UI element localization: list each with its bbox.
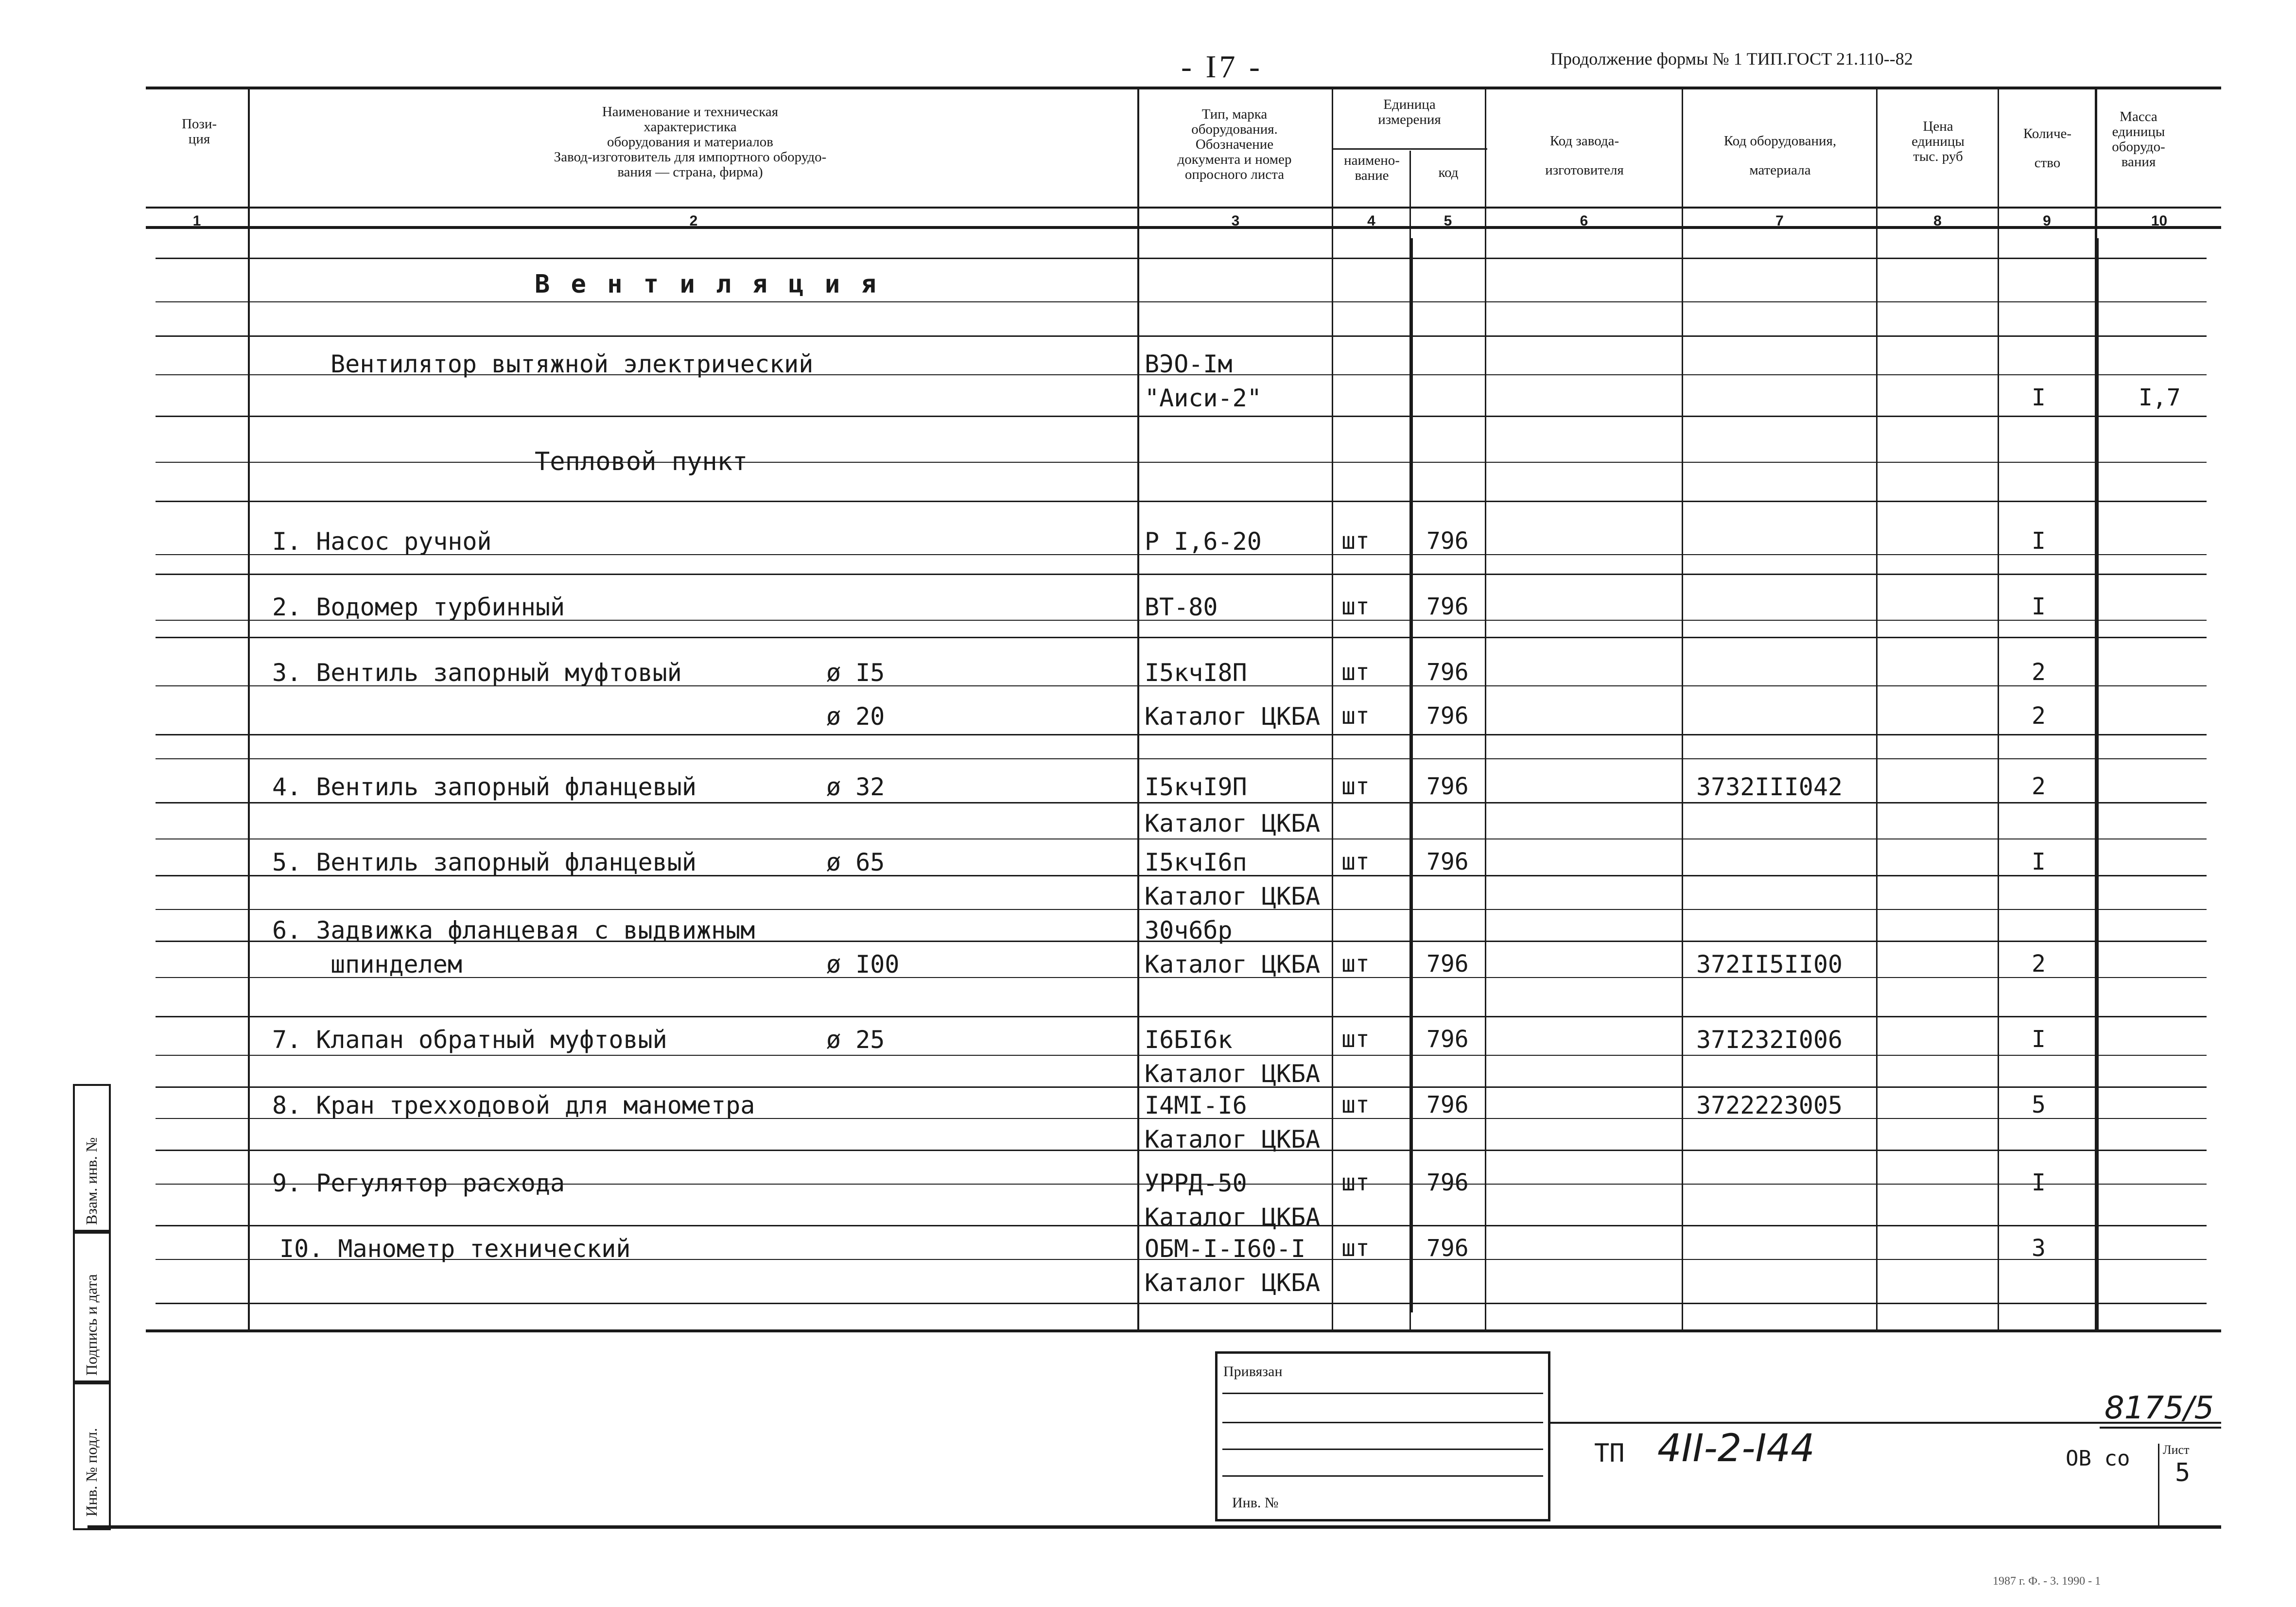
col-num-9: 9 xyxy=(2043,213,2051,229)
stamp-line-3 xyxy=(1222,1449,1543,1450)
cell-qty: 2 xyxy=(2032,950,2046,978)
cell-name: 8. Кран трехходовой для манометра xyxy=(272,1091,755,1119)
col-divider-5 xyxy=(1485,87,1486,1329)
cell-type: Каталог ЦКБА xyxy=(1145,1269,1321,1297)
cell-code: 796 xyxy=(1426,527,1469,555)
col-divider-7 xyxy=(1876,87,1878,1329)
set-code: ОВ со xyxy=(2066,1446,2130,1471)
cell-unit: шт xyxy=(1341,1026,1370,1053)
row-rule xyxy=(156,462,2207,463)
cell-unit: шт xyxy=(1341,848,1370,875)
row-rule xyxy=(156,838,2207,839)
col-num-3: 3 xyxy=(1231,213,1240,229)
col-header-7: Код оборудования, материала xyxy=(1723,133,1837,178)
col-header-6: Код завода- изготовителя xyxy=(1545,133,1624,178)
col-divider-8 xyxy=(1998,87,1999,1329)
row-rule xyxy=(156,802,2207,804)
header-divider xyxy=(146,207,2221,209)
footer-print: 1987 г. Ф. - 3. 1990 - 1 xyxy=(1993,1575,2101,1588)
cell-type: Каталог ЦКБА xyxy=(1145,1203,1321,1231)
cell-type: УРРД-50 xyxy=(1145,1169,1247,1197)
cell-type: Каталог ЦКБА xyxy=(1145,809,1321,838)
col-header-9: Количе- ство xyxy=(2023,126,2072,171)
col-num-1: 1 xyxy=(192,213,201,229)
cell-code: 796 xyxy=(1426,1091,1469,1118)
cell-unit: шт xyxy=(1341,527,1370,555)
section-title-ventilation: В е н т и л я ц и я xyxy=(535,270,879,299)
col-divider-3 xyxy=(1332,87,1333,1329)
row-rule xyxy=(156,758,2207,759)
page-number: - I7 - xyxy=(1181,49,1263,85)
cell-name: 7. Клапан обратный муфтовый xyxy=(272,1026,667,1054)
sheet-divider xyxy=(2158,1444,2159,1526)
row-rule xyxy=(156,734,2207,735)
cell-unit: шт xyxy=(1341,1235,1370,1262)
cell-code: 796 xyxy=(1426,1169,1469,1196)
row-rule xyxy=(156,1016,2207,1017)
cell-type: Каталог ЦКБА xyxy=(1145,1060,1321,1088)
cell-equip-code: 3722223005 xyxy=(1696,1091,1843,1119)
side-label-orig-inv: Инв. № подл. xyxy=(83,1428,100,1517)
cell-qty: 5 xyxy=(2032,1091,2046,1118)
cell-type: I5кчI9П xyxy=(1145,773,1247,801)
col-num-6: 6 xyxy=(1580,213,1588,229)
row-rule xyxy=(156,301,2207,302)
stamp-line-2 xyxy=(1222,1422,1543,1423)
col-header-3: Тип, марка оборудования. Обозначение документа и номер опросного листа xyxy=(1177,106,1292,182)
cell-unit: шт xyxy=(1341,773,1370,800)
cell-qty: 2 xyxy=(2032,773,2046,800)
stamp-bottom-label: Инв. № xyxy=(1232,1495,1279,1511)
cell-unit: шт xyxy=(1341,1091,1370,1118)
row-rule xyxy=(156,637,2207,638)
cell-qty: I xyxy=(2032,593,2046,620)
cell-name: Вентилятор вытяжной электрический xyxy=(330,350,814,378)
col-header-1: Пози- ция xyxy=(181,116,217,147)
cell-qty: I xyxy=(2032,1026,2046,1053)
doc-number: 4II-2-I44 xyxy=(1657,1427,1815,1470)
stamp-top-label: Привязан xyxy=(1223,1363,1283,1380)
cell-name: 6. Задвижка фланцевая с выдвижным xyxy=(272,916,755,944)
section-title-heat-point: Тепловой пункт xyxy=(535,447,748,476)
cell-code: 796 xyxy=(1426,593,1469,620)
col-header-4: наимено- вание xyxy=(1344,153,1400,183)
cell-code: 796 xyxy=(1426,659,1469,686)
row-rule xyxy=(156,1303,2207,1304)
col-num-8: 8 xyxy=(1933,213,1942,229)
cell-diam: ø 20 xyxy=(826,702,885,731)
table-bottom-border xyxy=(146,1329,2221,1332)
cell-type: I4МI-I6 xyxy=(1145,1091,1247,1119)
cell-code: 796 xyxy=(1426,848,1469,875)
cell-type: ВТ-80 xyxy=(1145,593,1218,621)
cell-qty: 2 xyxy=(2032,659,2046,686)
cell-equip-code: 37I232I006 xyxy=(1696,1026,1843,1054)
col-num-5: 5 xyxy=(1444,213,1452,229)
sheet-label: Лист xyxy=(2163,1443,2190,1457)
side-label-signature-date: Подпись и дата xyxy=(83,1274,100,1376)
cell-type: Каталог ЦКБА xyxy=(1145,1125,1321,1153)
cell-unit: шт xyxy=(1341,1169,1370,1196)
row-rule xyxy=(156,574,2207,575)
cell-qty: I xyxy=(2032,848,2046,875)
sheet-bottom-border xyxy=(87,1525,2221,1529)
row-rule xyxy=(156,335,2207,337)
cell-diam: ø I00 xyxy=(826,950,900,978)
cell-type: I5кчI6п xyxy=(1145,848,1247,876)
cell-code: 796 xyxy=(1426,1235,1469,1262)
col-num-2: 2 xyxy=(689,213,698,229)
cell-diam: ø 32 xyxy=(826,773,885,801)
cell-qty: I xyxy=(2032,1169,2046,1196)
cell-name: I. Насос ручной xyxy=(272,527,492,556)
cell-qty: I xyxy=(2032,527,2046,555)
cell-name: 3. Вентиль запорный муфтовый xyxy=(272,659,682,687)
sheet-number: 5 xyxy=(2175,1458,2191,1487)
cell-qty: I xyxy=(2032,384,2046,411)
cell-equip-code: 372II5II00 xyxy=(1696,950,1843,978)
cell-type: "Аиси-2" xyxy=(1145,384,1262,412)
cell-unit: шт xyxy=(1341,593,1370,620)
col-num-4: 4 xyxy=(1367,213,1375,229)
stamp-line-4 xyxy=(1222,1475,1543,1477)
cell-qty: 3 xyxy=(2032,1235,2046,1262)
stamp-line-1 xyxy=(1222,1393,1543,1394)
col-divider-2 xyxy=(1137,87,1139,1329)
row-rule xyxy=(156,258,2207,259)
cell-name: шпинделем xyxy=(330,950,462,978)
cell-type: Р I,6-20 xyxy=(1145,527,1262,556)
cell-type: 30ч6бр xyxy=(1145,916,1233,944)
cell-type: Каталог ЦКБА xyxy=(1145,950,1321,978)
col-num-7: 7 xyxy=(1775,213,1784,229)
unit-group-divider xyxy=(1332,148,1487,150)
row-rule xyxy=(156,416,2207,417)
unit-group-header: Единица измерения xyxy=(1378,97,1441,127)
col-header-10: Масса единицы оборудо- вания xyxy=(2112,109,2165,170)
archive-number: 8175/5 xyxy=(2105,1390,2214,1426)
col-header-2: Наименование и техническая характеристика оборудования и материалов Завод-изготовитель для импортного оборудо- вания — страна, фирма) xyxy=(554,104,827,180)
cell-code: 796 xyxy=(1426,773,1469,800)
cell-type: I5кчI8П xyxy=(1145,659,1247,687)
col-divider-6 xyxy=(1682,87,1683,1329)
cell-name: 9. Регулятор расхода xyxy=(272,1169,565,1197)
form-reference: Продолжение формы № 1 ТИП.ГОСТ 21.110--82 xyxy=(1550,49,1913,69)
cell-name: I0. Манометр технический xyxy=(279,1235,631,1263)
cell-type: Каталог ЦКБА xyxy=(1145,882,1321,910)
unit-col-heavy-line xyxy=(1409,238,1413,1312)
cell-type: ВЭО-Iм xyxy=(1145,350,1233,378)
cell-name: 4. Вентиль запорный фланцевый xyxy=(272,773,696,801)
cell-unit: шт xyxy=(1341,659,1370,686)
cell-equip-code: 3732III042 xyxy=(1696,773,1843,801)
cell-unit: шт xyxy=(1341,702,1370,730)
doc-prefix: ТП xyxy=(1594,1439,1625,1468)
binding-stamp xyxy=(1215,1351,1550,1521)
col-header-5: код xyxy=(1438,165,1459,180)
cell-type: I6БI6к xyxy=(1145,1026,1233,1054)
qty-col-heavy-line xyxy=(2095,238,2099,1329)
archive-underline xyxy=(2100,1427,2221,1429)
cell-code: 796 xyxy=(1426,950,1469,978)
side-label-replace-inv: Взам. инв. № xyxy=(83,1137,100,1225)
cell-diam: ø 25 xyxy=(826,1026,885,1054)
col-header-8: Цена единицы тыс. руб xyxy=(1912,119,1965,164)
table-top-border xyxy=(146,87,2221,89)
row-rule xyxy=(156,1055,2207,1056)
cell-unit: шт xyxy=(1341,950,1370,978)
row-rule xyxy=(156,501,2207,502)
cell-code: 796 xyxy=(1426,702,1469,730)
cell-mass: I,7 xyxy=(2139,384,2181,411)
cell-qty: 2 xyxy=(2032,702,2046,730)
cell-diam: ø I5 xyxy=(826,659,885,687)
cell-type: Каталог ЦКБА xyxy=(1145,702,1321,731)
cell-name: 5. Вентиль запорный фланцевый xyxy=(272,848,696,876)
cell-type: ОБМ-I-I60-I xyxy=(1145,1235,1306,1263)
cell-diam: ø 65 xyxy=(826,848,885,876)
col-num-10: 10 xyxy=(2151,213,2168,229)
col-divider-1 xyxy=(248,87,250,1329)
cell-name: 2. Водомер турбинный xyxy=(272,593,565,621)
cell-code: 796 xyxy=(1426,1026,1469,1053)
